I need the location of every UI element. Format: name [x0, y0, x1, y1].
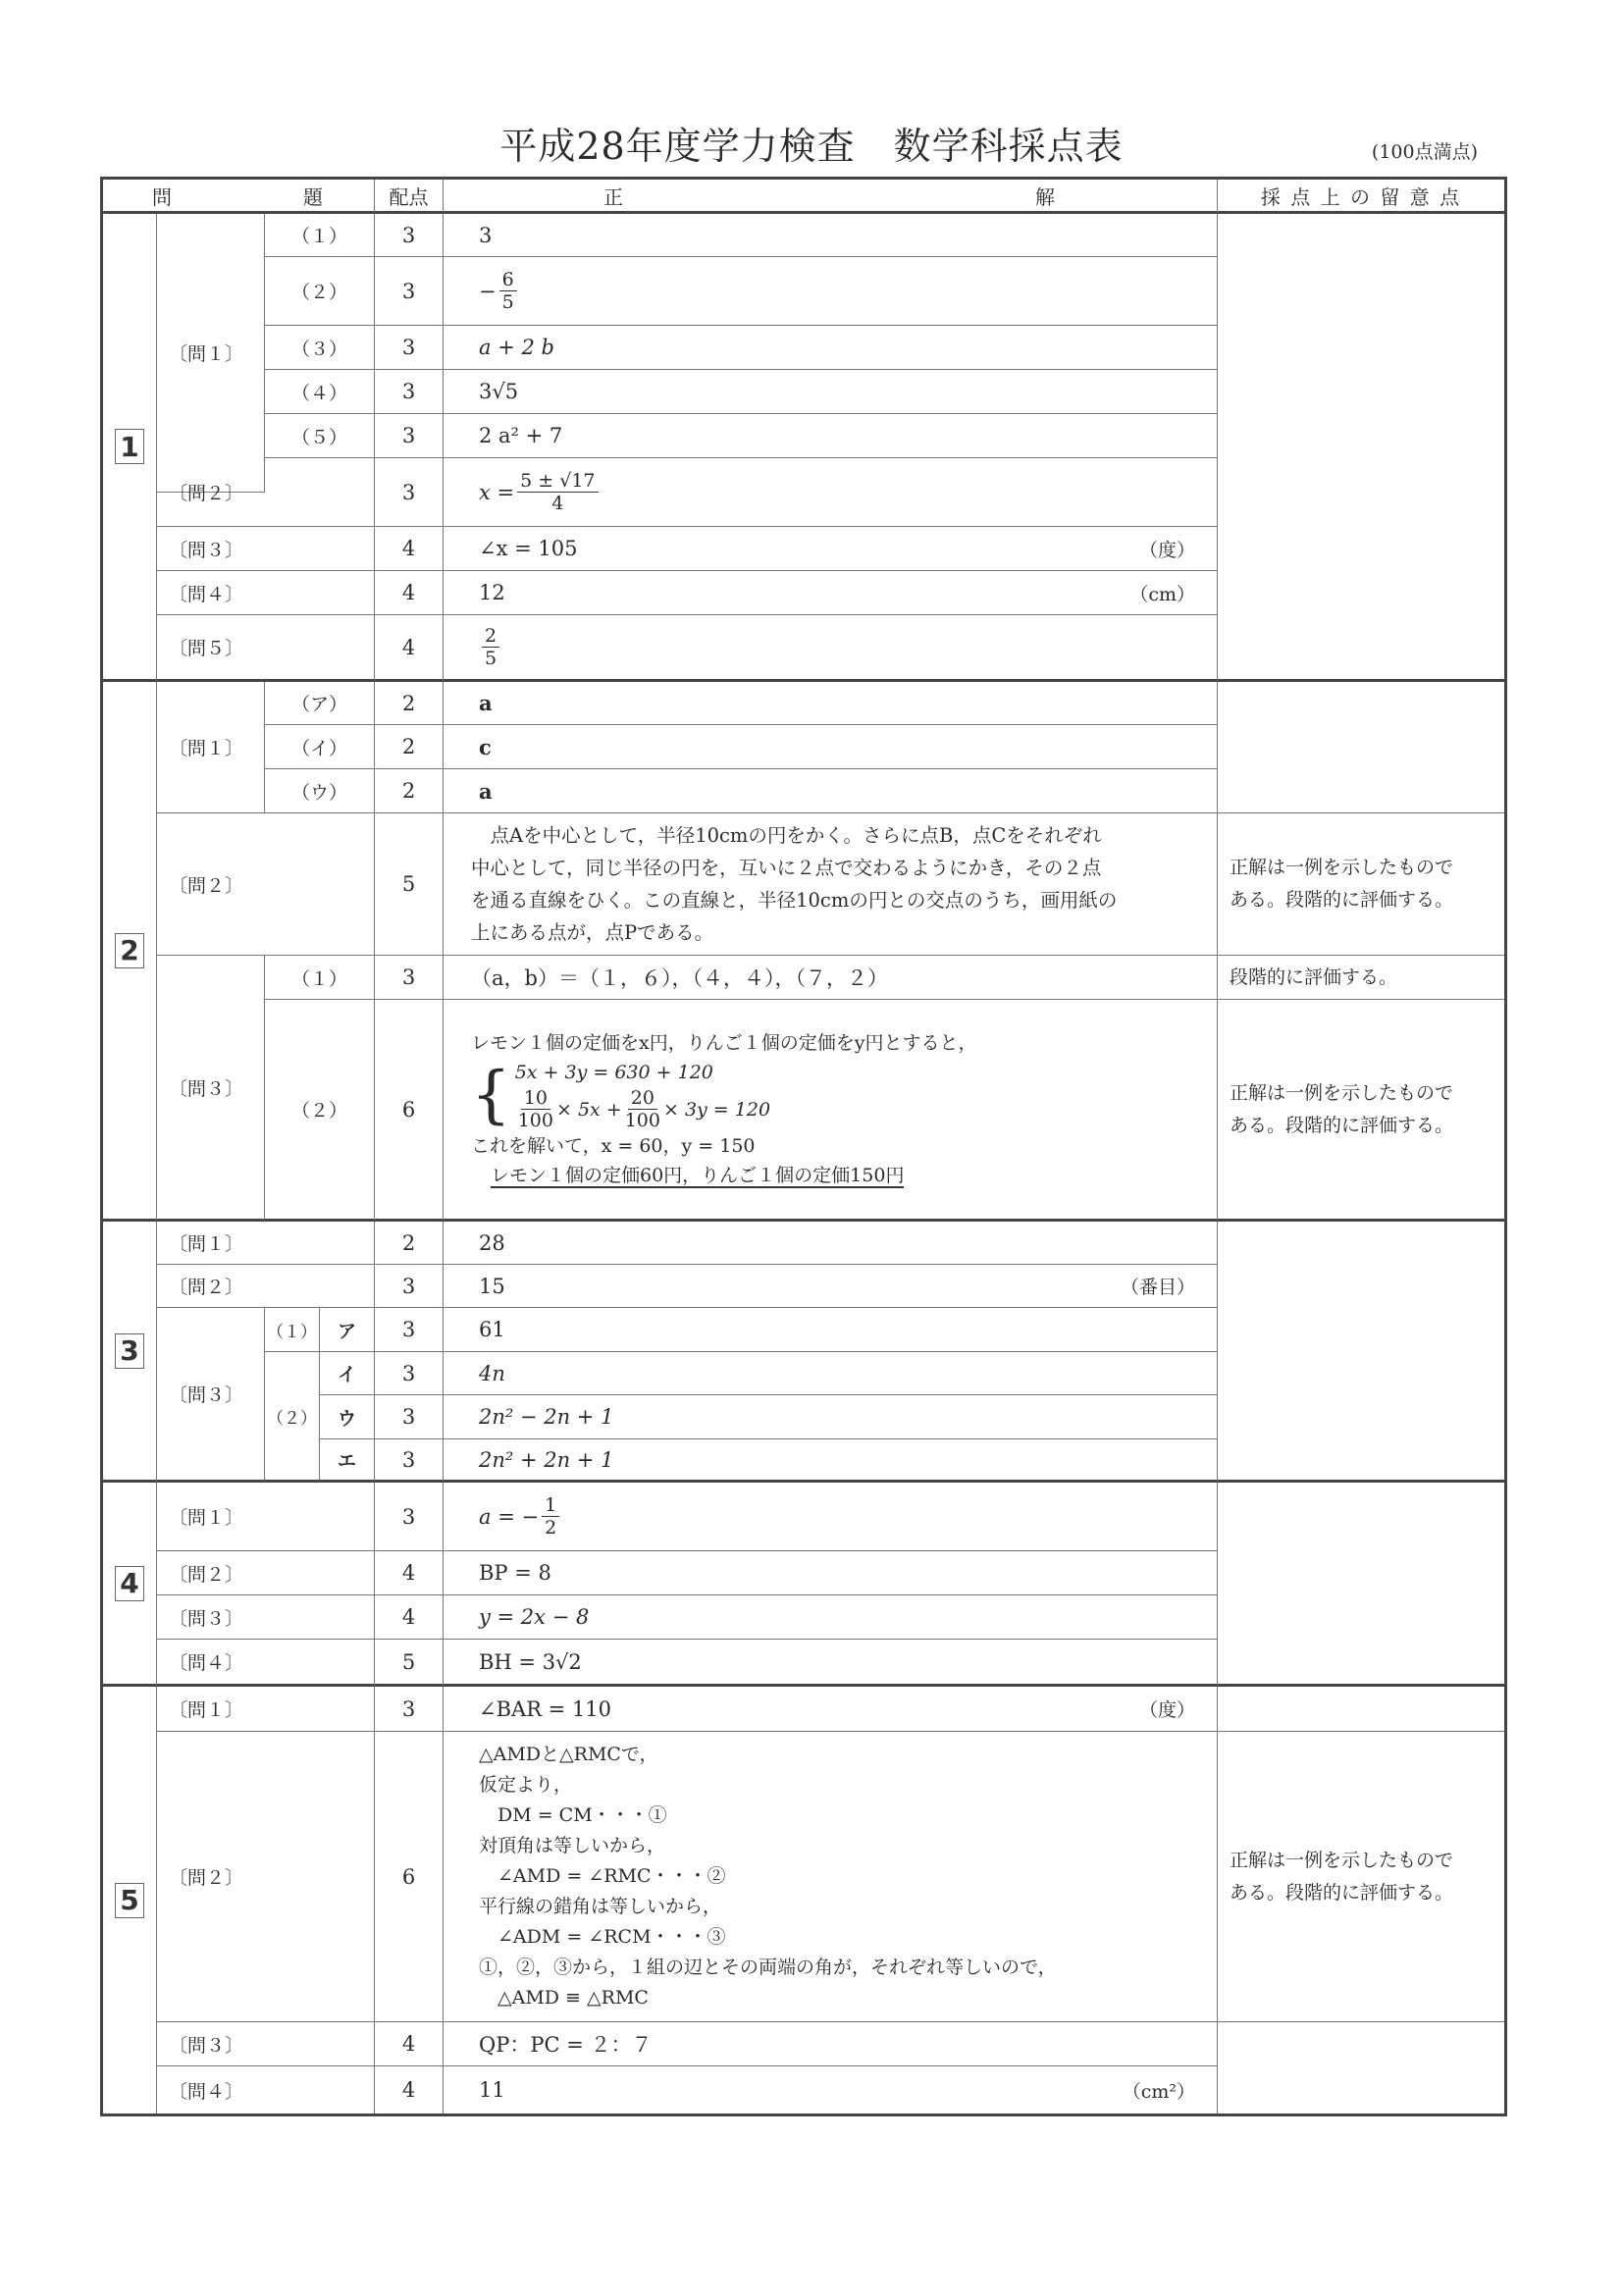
- s2-q2-answer: 点Aを中心として，半径10cmの円をかく。さらに点B，点Cをそれぞれ 中心として，同じ半径の円を，互いに２点で交わるようにかき，その２点 を通る直線をひく。この直線と，半径10cmの円との交点のうち，画用紙の 上にある点が，点Pである。: [444, 813, 1218, 956]
- section-5-number: 5: [103, 1687, 157, 2113]
- brace-icon: {: [471, 1058, 511, 1131]
- s1-q5-points: 4: [375, 615, 444, 682]
- s1-q4-label: 〔問４〕: [157, 571, 375, 615]
- s1-q1-5-answer: 2 a² + 7: [444, 414, 1218, 458]
- s1-q2-label: 〔問２〕: [157, 458, 375, 527]
- s1-notes: [1218, 214, 1504, 682]
- s1-q1-2-answer: − $\frac{6}{5}$: [444, 257, 1218, 326]
- s2-q1-u-points: 2: [375, 769, 444, 813]
- scoring-table: [100, 177, 1507, 2116]
- s1-q2-points: 3: [375, 458, 444, 527]
- s1-q5-answer: [444, 615, 1218, 682]
- s1-q1-sub5: （５）: [265, 414, 375, 458]
- s2-q2-points: 5: [375, 813, 444, 956]
- s2-q3-1-points: 3: [375, 956, 444, 1000]
- section-2-number: 2: [103, 682, 157, 1222]
- s1-q1-3-answer: a + 2 b: [444, 326, 1218, 370]
- final-answer: レモン１個の定価60円，りんご１個の定価150円: [491, 1165, 905, 1186]
- s1-q1-1-points: 3: [375, 214, 444, 257]
- fraction: $\frac{1}{2}$: [542, 1494, 559, 1539]
- s1-q4-answer: 12 （cm）: [444, 571, 1218, 615]
- s2-q1-a-points: 2: [375, 682, 444, 725]
- s5-q3-label: 〔問３〕: [157, 2022, 375, 2066]
- fraction: $\frac{6}{5}$: [499, 269, 517, 313]
- s5-q1-notes: [1218, 1687, 1504, 1732]
- s3-q3-2-u-points: 3: [375, 1395, 444, 1439]
- s5-q3-q4-notes: [1218, 2022, 1504, 2113]
- s2-q3-sub2: （２）: [265, 1000, 375, 1222]
- s3-q3-2-i-points: 3: [375, 1352, 444, 1395]
- s2-q1-label: 〔問１〕: [157, 682, 265, 813]
- header-points: 配点: [375, 180, 444, 214]
- s4-q2-label: 〔問２〕: [157, 1551, 375, 1595]
- s2-q1-a-answer: a: [444, 682, 1218, 725]
- s3-q1-answer: 28: [444, 1222, 1218, 1265]
- s1-q3-label: 〔問３〕: [157, 527, 375, 571]
- s1-q3-answer: ∠x = 105 （度）: [444, 527, 1218, 571]
- s4-q4-label: 〔問４〕: [157, 1640, 375, 1687]
- s1-q1-sub3: （３）: [265, 326, 375, 370]
- s3-q2-points: 3: [375, 1265, 444, 1308]
- s5-q1-points: 3: [375, 1687, 444, 1732]
- header-question: 問 題: [103, 180, 375, 214]
- s3-q3-1-a-answer: 61: [444, 1308, 1218, 1352]
- s1-q4-points: 4: [375, 571, 444, 615]
- page-title: 平成28年度学力検査 数学科採点表: [499, 125, 1124, 168]
- section-1-number: 1: [103, 214, 157, 682]
- s1-q1-sub2: （２）: [265, 257, 375, 326]
- simultaneous-equations: { 5x + 3y = 630 + 120 $\frac{10}{100}$ × 5x + $\frac{20}{100}$ × 3y = 120: [471, 1058, 771, 1131]
- s2-q3-sub1: （１）: [265, 956, 375, 1000]
- section-4-number: 4: [103, 1483, 157, 1687]
- s3-q3-2-i-answer: 4n: [444, 1352, 1218, 1395]
- s4-q3-points: 4: [375, 1595, 444, 1640]
- s1-q1-2-points: 3: [375, 257, 444, 326]
- s3-q3-1-a: ア: [320, 1308, 375, 1352]
- s4-q3-answer: y = 2x − 8: [444, 1595, 1218, 1640]
- s2-q3-2-notes: 正解は一例を示したもので ある。段階的に評価する。: [1218, 1000, 1504, 1222]
- s4-q2-points: 4: [375, 1551, 444, 1595]
- s3-q3-2-u: ウ: [320, 1395, 375, 1439]
- s1-q1-1-answer: 3: [444, 214, 1218, 257]
- s1-q1-label: 〔問１〕: [157, 214, 265, 493]
- s3-q3-1-a-points: 3: [375, 1308, 444, 1352]
- s2-q1-sub-u: （ウ）: [265, 769, 375, 813]
- s5-q2-notes: 正解は一例を示したもので ある。段階的に評価する。: [1218, 1732, 1504, 2022]
- s2-q1-i-points: 2: [375, 725, 444, 769]
- s3-q3-2-e: エ: [320, 1439, 375, 1483]
- s3-q1-points: 2: [375, 1222, 444, 1265]
- s2-q1-i-answer: c: [444, 725, 1218, 769]
- s5-q1-label: 〔問１〕: [157, 1687, 375, 1732]
- s2-q2-label: 〔問２〕: [157, 813, 375, 956]
- s4-notes: [1218, 1483, 1504, 1687]
- s3-q3-2-u-answer: 2n² − 2n + 1: [444, 1395, 1218, 1439]
- s1-q1-3-points: 3: [375, 326, 444, 370]
- s5-q3-answer: QP：PC = ２：７: [444, 2022, 1218, 2066]
- s2-q3-1-notes: 段階的に評価する。: [1218, 956, 1504, 1000]
- s2-q2-notes: 正解は一例を示したもので ある。段階的に評価する。: [1218, 813, 1504, 956]
- s1-q3-points: 4: [375, 527, 444, 571]
- s5-q4-points: 4: [375, 2066, 444, 2113]
- s2-q1-sub-i: （イ）: [265, 725, 375, 769]
- s4-q1-points: 3: [375, 1483, 444, 1551]
- s4-q1-label: 〔問１〕: [157, 1483, 375, 1551]
- s2-q3-label: 〔問３〕: [157, 956, 265, 1222]
- s1-q1-4-answer: 3√5: [444, 370, 1218, 414]
- s1-q1-5-points: 3: [375, 414, 444, 458]
- s3-q3-label: 〔問３〕: [157, 1308, 265, 1483]
- s4-q3-label: 〔問３〕: [157, 1595, 375, 1640]
- s3-q3-2-e-answer: 2n² + 2n + 1: [444, 1439, 1218, 1483]
- s5-q2-answer: △AMDと△RMCで， 仮定より， DM = CM・・・① 対頂角は等しいから， ∠AMD = ∠RMC・・・② 平行線の錯角は等しいから， ∠ADM = ∠RCM・・・③ ①，②，③から，１組の辺とその両端の角が，それぞれ等しいので， △AMD ≡ △RMC: [444, 1732, 1218, 2022]
- s2-q3-2-answer: レモン１個の定価をx円，りんご１個の定価をy円とすると， { 5x + 3y = 630 + 120 $\frac{10}{100}$ × 5x + $\frac{20}{100}$ × 3y = 120 これを解いて，x = 60，y = 150 レモン１個の定価60円，りんご１個の定価150円: [444, 1000, 1218, 1222]
- s3-q3-sub1: （１）: [265, 1308, 320, 1352]
- full-score-label: (100点満点): [1371, 141, 1478, 163]
- fraction: $\frac{2}{5}$: [482, 625, 499, 669]
- s4-q4-points: 5: [375, 1640, 444, 1687]
- s1-q1-sub4: （４）: [265, 370, 375, 414]
- header-notes: 採 点 上 の 留 意 点: [1218, 180, 1504, 214]
- s3-q1-label: 〔問１〕: [157, 1222, 375, 1265]
- s3-q3-2-i: イ: [320, 1352, 375, 1395]
- s5-q1-answer: ∠BAR = 110 （度）: [444, 1687, 1218, 1732]
- s5-q2-label: 〔問２〕: [157, 1732, 375, 2022]
- fraction: $\frac{5 \pm √17}{4}$: [517, 470, 598, 514]
- s2-q1-u-answer: a: [444, 769, 1218, 813]
- s1-q5-label: 〔問５〕: [157, 615, 375, 682]
- s2-q1-notes: [1218, 682, 1504, 813]
- s5-q3-points: 4: [375, 2022, 444, 2066]
- s4-q4-answer: BH = 3√2: [444, 1640, 1218, 1687]
- s2-q3-1-answer: （a，b）＝（１，６），（４，４），（７，２）: [444, 956, 1218, 1000]
- s1-q2-answer: x = $\frac{5 \pm √17}{4}$: [444, 458, 1218, 527]
- s2-q1-sub-a: （ア）: [265, 682, 375, 725]
- s2-q3-2-points: 6: [375, 1000, 444, 1222]
- s3-q2-label: 〔問２〕: [157, 1265, 375, 1308]
- s3-notes: [1218, 1222, 1504, 1483]
- s1-q1-4-points: 3: [375, 370, 444, 414]
- s5-q4-answer: 11 （cm²）: [444, 2066, 1218, 2113]
- s3-q2-answer: 15 （番目）: [444, 1265, 1218, 1308]
- s5-q4-label: 〔問４〕: [157, 2066, 375, 2113]
- s4-q1-answer: a = − $\frac{1}{2}$: [444, 1483, 1218, 1551]
- s3-q3-sub2: （２）: [265, 1352, 320, 1483]
- s4-q2-answer: BP = 8: [444, 1551, 1218, 1595]
- s5-q2-points: 6: [375, 1732, 444, 2022]
- s3-q3-2-e-points: 3: [375, 1439, 444, 1483]
- s1-q1-sub1: （１）: [265, 214, 375, 257]
- header-answer: 正 解: [444, 180, 1218, 214]
- section-3-number: 3: [103, 1222, 157, 1483]
